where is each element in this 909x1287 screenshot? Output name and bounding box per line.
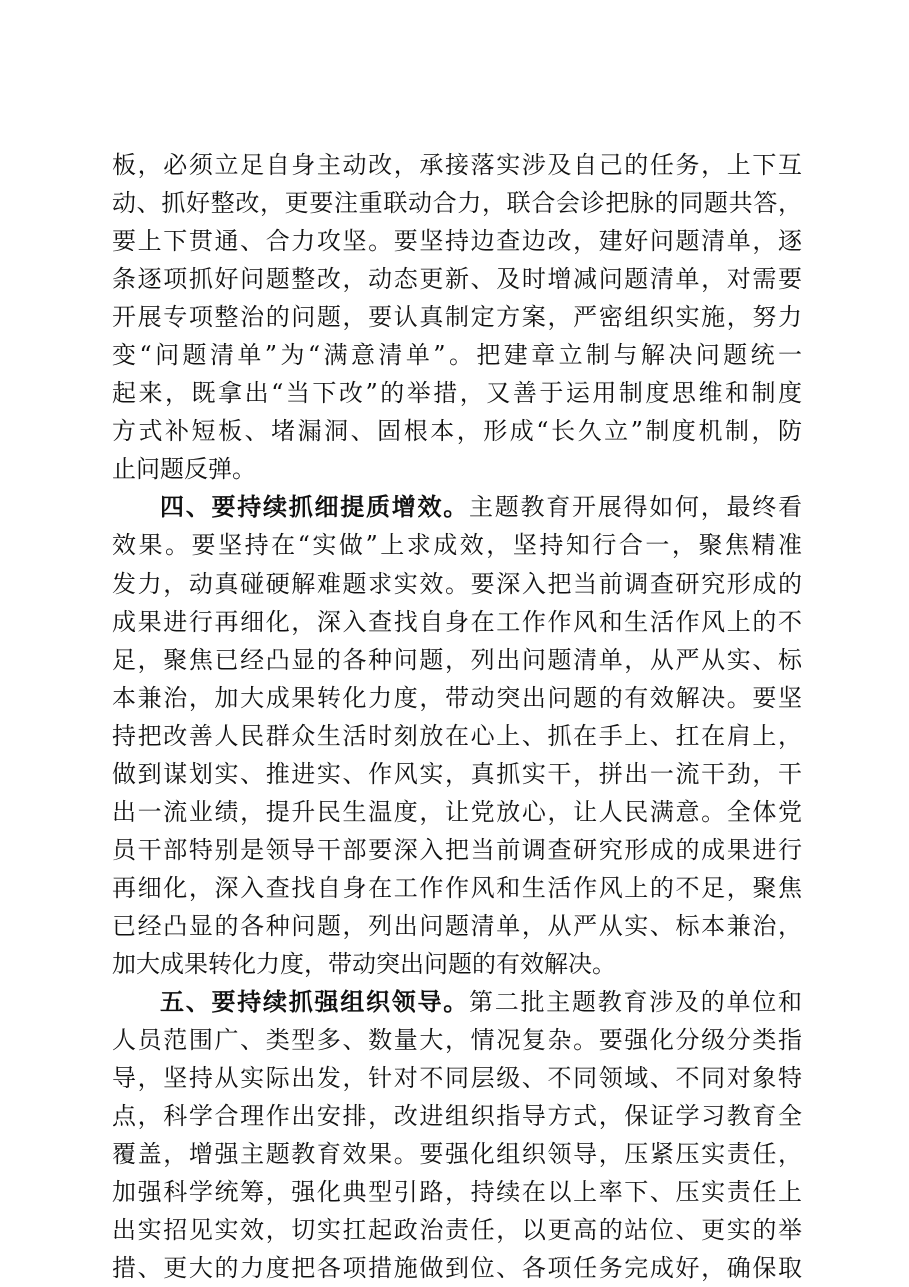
text-line: 本兼治，加大成果转化力度，带动突出问题的有效解决。要坚 — [112, 683, 802, 712]
text-line: 变“问题清单”为“满意清单”。把建章立制与解决问题统一 — [112, 341, 802, 370]
section-5-heading: 五、要持续抓强组织领导。 — [160, 988, 469, 1017]
text-line: 条逐项抓好问题整改，动态更新、及时增减问题清单，对需要 — [112, 265, 802, 294]
text-line: 措、更大的力度把各项措施做到位、各项任务完成好，确保取 — [112, 1254, 802, 1283]
text-line: 点，科学合理作出安排，改进组织指导方式，保证学习教育全 — [112, 1102, 802, 1131]
text-line: 加强科学统筹，强化典型引路，持续在以上率下、压实责任上 — [112, 1178, 802, 1207]
text-line: 人员范围广、类型多、数量大，情况复杂。要强化分级分类指 — [112, 1026, 802, 1055]
text-line: 要上下贯通、合力攻坚。要坚持边查边改，建好问题清单，逐 — [112, 227, 802, 256]
text-line: 开展专项整治的问题，要认真制定方案，严密组织实施，努力 — [112, 303, 802, 332]
text-line: 足，聚焦已经凸显的各种问题，列出问题清单，从严从实、标 — [112, 645, 802, 674]
body-text — [112, 146, 802, 1287]
section-5-first-line-text: 第二批主题教育涉及的单位和 — [469, 988, 802, 1017]
text-line: 员干部特别是领导干部要深入把当前调查研究形成的成果进行 — [112, 835, 802, 864]
text-line: 发力，动真碰硬解难题求实效。要深入把当前调查研究形成的 — [112, 569, 802, 598]
text-line: 做到谋划实、推进实、作风实，真抓实干，拼出一流干劲，干 — [112, 759, 802, 788]
text-line: 成果进行再细化，深入查找自身在工作作风和生活作风上的不 — [112, 607, 802, 636]
text-line: 方式补短板、堵漏洞、固根本，形成“长久立”制度机制，防 — [112, 417, 802, 446]
text-line: 已经凸显的各种问题，列出问题清单，从严从实、标本兼治， — [112, 911, 802, 940]
text-line: 出一流业绩，提升民生温度，让党放心，让人民满意。全体党 — [112, 797, 802, 826]
text-line: 覆盖，增强主题教育效果。要强化组织领导，压紧压实责任， — [112, 1140, 802, 1169]
text-line: 效果。要坚持在“实做”上求成效，坚持知行合一，聚焦精准 — [112, 531, 802, 560]
text-line: 导，坚持从实际出发，针对不同层级、不同领域、不同对象特 — [112, 1064, 802, 1093]
section-4-first-line-text: 主题教育开展得如何，最终看 — [469, 493, 802, 522]
text-line: 动、抓好整改，更要注重联动合力，联合会诊把脉的同题共答， — [112, 189, 802, 218]
text-line: 持把改善人民群众生活时刻放在心上、抓在手上、扛在肩上， — [112, 721, 802, 750]
text-line: 出实招见实效，切实扛起政治责任，以更高的站位、更实的举 — [112, 1216, 802, 1245]
text-line: 板，必须立足自身主动改，承接落实涉及自己的任务，上下互 — [112, 151, 802, 179]
section-5-first-line — [112, 983, 802, 1021]
text-line: 起来，既拿出“当下改”的举措，又善于运用制度思维和制度 — [112, 379, 802, 408]
text-line: 止问题反弹。 — [112, 455, 256, 484]
section-4-heading: 四、要持续抓细提质增效。 — [160, 493, 469, 522]
text-line: 加大成果转化力度，带动突出问题的有效解决。 — [112, 949, 616, 978]
section-4-first-line — [112, 488, 802, 526]
text-line: 再细化，深入查找自身在工作作风和生活作风上的不足，聚焦 — [112, 873, 802, 902]
